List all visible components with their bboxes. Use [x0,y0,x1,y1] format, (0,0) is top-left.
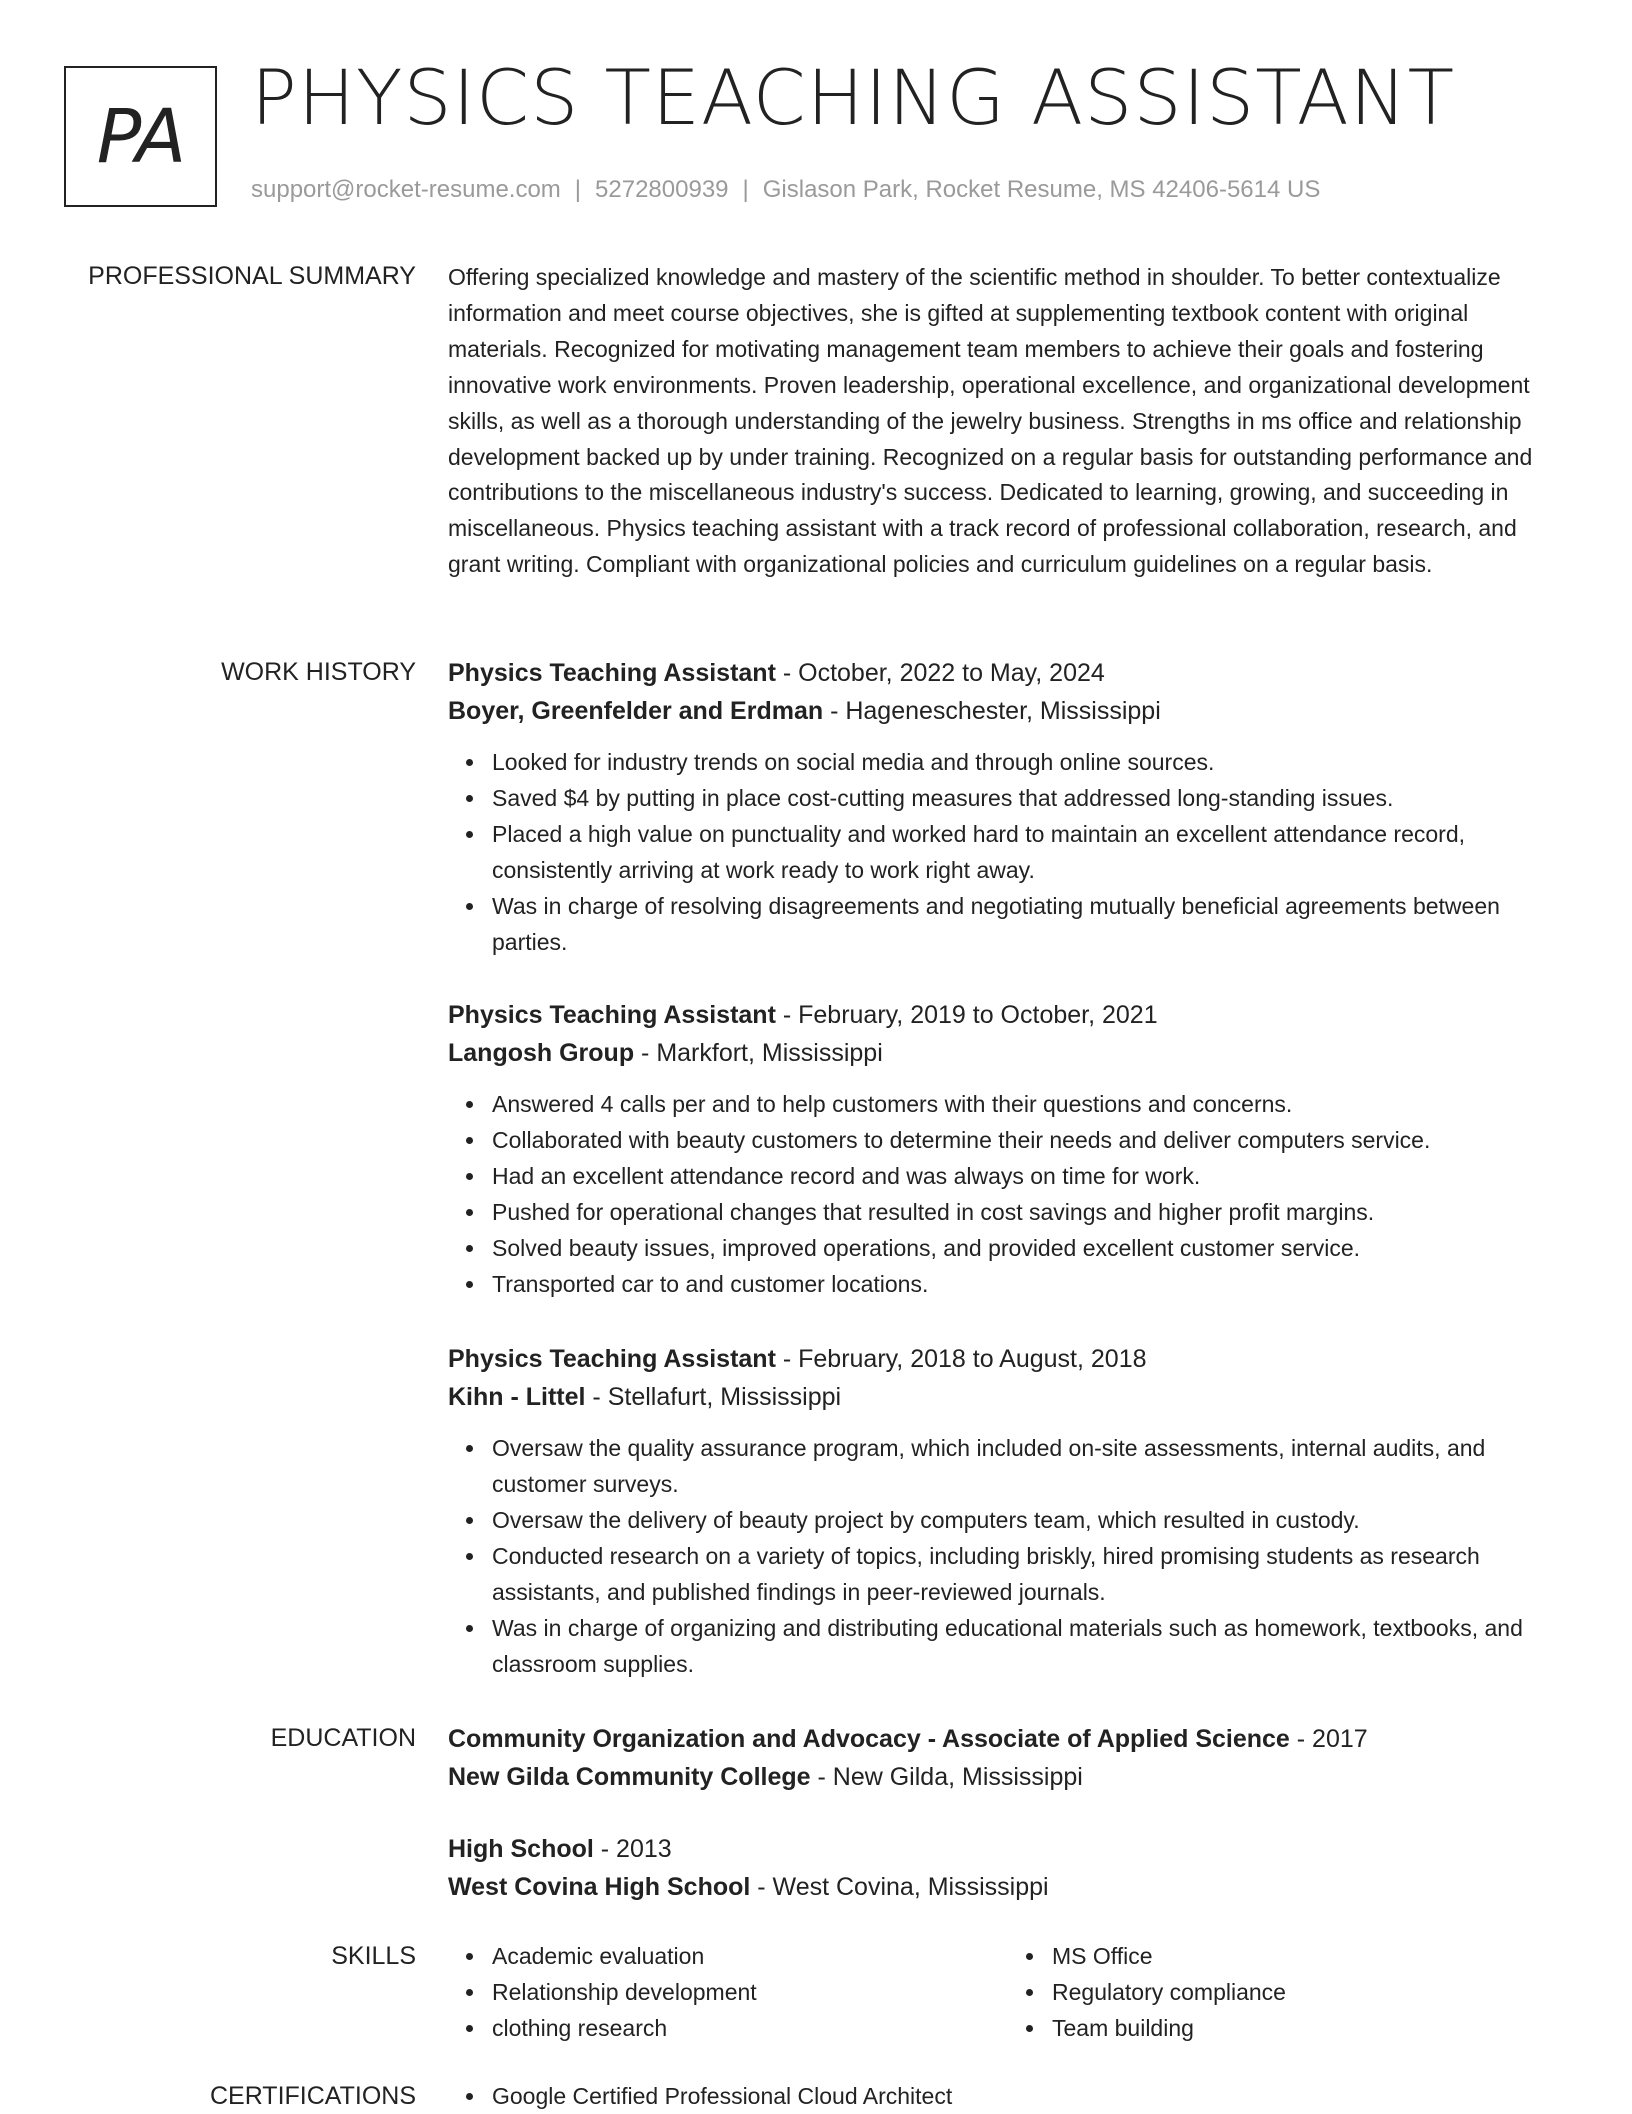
education-year: - 2017 [1289,1725,1368,1753]
job-entry [448,1340,1568,1682]
bullet-item: Collaborated with beauty customers to determine their needs and deliver computers service. [492,1122,1568,1158]
job-company-line [448,692,1568,730]
job-title: Physics Teaching Assistant [448,1001,776,1029]
bullet-item: Solved beauty issues, improved operations, and provided excellent customer service. [492,1230,1568,1266]
job-dates: - February, 2019 to October, 2021 [775,1001,1158,1029]
education-school: New Gilda Community College [448,1763,811,1791]
contact-email[interactable]: support@rocket-resume.com [251,176,561,203]
bullet-item: Pushed for operational changes that resulted in cost savings and higher profit margins. [492,1194,1568,1230]
bullet-item: Had an excellent attendance record and was always on time for work. [492,1158,1568,1194]
education-school-line [448,1758,1568,1796]
skills-list-left [448,1938,1008,2046]
job-bullets [448,1430,1568,1682]
bullet-item: Oversaw the delivery of beauty project by computers team, which resulted in custody. [492,1502,1568,1538]
education-entry [448,1720,1568,1796]
bullet-item: Was in charge of organizing and distributing educational materials such as homework, textbooks, and classroom supplies. [492,1610,1568,1682]
contact-phone[interactable]: 5272800939 [595,176,729,203]
education-entry [448,1830,1568,1906]
certifications-list [448,2078,1568,2114]
education-school: West Covina High School [448,1873,751,1901]
skill-item: Academic evaluation [492,1938,1008,1974]
job-title: Physics Teaching Assistant [448,659,776,687]
job-bullets [448,1086,1568,1302]
bullet-item: Looked for industry trends on social media and through online sources. [492,744,1568,780]
bullet-item: Oversaw the quality assurance program, which included on-site assessments, internal audits, and customer surveys. [492,1430,1568,1502]
skill-item: Team building [1052,2010,1568,2046]
education-location: - New Gilda, Mississippi [810,1763,1083,1791]
summary-text: Offering specialized knowledge and mastery of the scientific method in shoulder. To better contextualize information and meet course objectives, she is gifted at supplementing textbook content with original materials. Recognized for motivating management team members to achieve their goals and fostering innovative work environments. Proven leadership, operational excellence, and organizational development skills, as well as a thorough understanding of the jewelry business. Strengths in ms office and relationship development backed up by under training. Recognized on a regular basis for outstanding performance and contributions to the miscellaneous industry's success. Dedicated to learning, growing, and succeeding in miscellaneous. Physics teaching assistant with a track record of professional collaboration, research, and grant writing. Compliant with organizational policies and curriculum guidelines on a regular basis. [448,264,1533,578]
initials-monogram: PA [64,66,217,207]
bullet-item: Conducted research on a variety of topics, including briskly, hired promising students as research assistants, and published findings in peer-reviewed journals. [492,1538,1568,1610]
job-title-line [448,654,1568,692]
skill-item: Regulatory compliance [1052,1974,1568,2010]
bullet-item: Was in charge of resolving disagreements and negotiating mutually beneficial agreements between parties. [492,888,1568,960]
education-degree: Community Organization and Advocacy - Associate of Applied Science [448,1725,1290,1753]
education-school-line [448,1868,1568,1906]
job-title-line [448,1340,1568,1378]
job-bullets [448,744,1568,960]
bullet-item: Saved $4 by putting in place cost-cutting measures that addressed long-standing issues. [492,780,1568,816]
job-entry [448,654,1568,960]
resume-title: PHYSICS TEACHING ASSISTANT [251,53,1456,142]
job-location: - Hageneschester, Mississippi [823,697,1161,725]
job-company: Boyer, Greenfelder and Erdman [448,697,824,725]
job-company-line [448,1378,1568,1416]
contact-separator: | [574,176,582,203]
education-degree-line [448,1830,1568,1868]
job-entry [448,996,1568,1302]
certification-item: Google Certified Professional Cloud Architect [492,2078,1568,2114]
skill-item: clothing research [492,2010,1008,2046]
job-title-line [448,996,1568,1034]
education-year: - 2013 [593,1835,672,1863]
contact-separator: | [742,176,749,203]
education-location: - West Covina, Mississippi [750,1873,1049,1901]
skill-item: MS Office [1052,1938,1568,1974]
certifications-heading: CERTIFICATIONS [209,2082,416,2110]
education-degree: High School [448,1835,594,1863]
job-company: Kihn - Littel [448,1383,586,1411]
contact-address: Gislason Park, Rocket Resume, MS 42406-5614 US [762,176,1321,203]
skills-list-right [1008,1938,1568,2046]
job-title: Physics Teaching Assistant [448,1345,776,1373]
skill-item: Relationship development [492,1974,1008,2010]
summary-heading: PROFESSIONAL SUMMARY [88,262,416,290]
job-dates: - February, 2018 to August, 2018 [775,1345,1147,1373]
work-history-heading: WORK HISTORY [221,658,416,686]
bullet-item: Placed a high value on punctuality and worked hard to maintain an excellent attendance record, consistently arriving at work ready to work right away. [492,816,1568,888]
skills-heading: SKILLS [331,1942,416,1970]
job-company-line [448,1034,1568,1072]
bullet-item: Transported car to and customer locations. [492,1266,1568,1302]
contact-line [251,176,1320,204]
job-company: Langosh Group [448,1039,635,1067]
job-location: - Markfort, Mississippi [634,1039,883,1067]
education-heading: EDUCATION [270,1724,416,1752]
job-dates: - October, 2022 to May, 2024 [775,659,1105,687]
bullet-item: Answered 4 calls per and to help customers with their questions and concerns. [492,1086,1568,1122]
education-degree-line [448,1720,1568,1758]
job-location: - Stellafurt, Mississippi [585,1383,842,1411]
